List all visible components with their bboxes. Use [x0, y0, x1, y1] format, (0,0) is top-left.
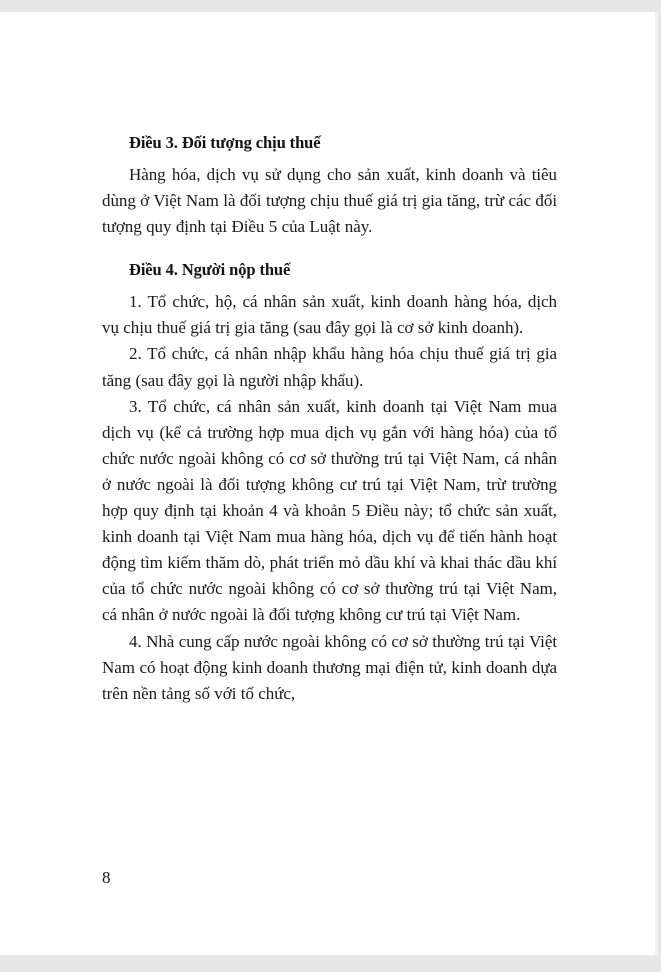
- article-3-heading: Điều 3. Đối tượng chịu thuế: [129, 133, 321, 152]
- text-column: [102, 130, 557, 707]
- article-4-clause-1: 1. Tổ chức, hộ, cá nhân sản xuất, kinh doanh hàng hóa, dịch vụ chịu thuế giá trị gia tăng (sau đây gọi là cơ sở kinh doanh).: [102, 292, 557, 338]
- article-4-heading: Điều 4. Người nộp thuế: [129, 260, 291, 280]
- top-margin-band: [0, 0, 661, 12]
- article-3-body: Hàng hóa, dịch vụ sử dụng cho sản xuất, kinh doanh và tiêu dùng ở Việt Nam là đối tượng chịu thuế giá trị gia tăng, trừ các đối tượng quy định tại Điều 5 của Luật này.: [102, 165, 557, 237]
- bottom-margin-band: [0, 955, 661, 972]
- page-number: 8: [102, 868, 111, 887]
- article-4-clause-4: 4. Nhà cung cấp nước ngoài không có cơ sở thường trú tại Việt Nam có hoạt động kinh doanh thương mại điện tử, kinh doanh dựa trên nền tảng số với tổ chức,: [102, 631, 557, 703]
- article-4-clause-2: 2. Tổ chức, cá nhân nhập khẩu hàng hóa chịu thuế giá trị gia tăng (sau đây gọi là người nhập khẩu).: [102, 344, 557, 390]
- article-4-clause-3: 3. Tổ chức, cá nhân sản xuất, kinh doanh tại Việt Nam mua dịch vụ (kể cả trường hợp mua dịch vụ gắn với hàng hóa) của tổ chức nước ngoài không có cơ sở thường trú tại Việt Nam, cá nhân ở nước ngoài là đối tượng không cư trú tại Việt Nam, trừ trường hợp quy định tại khoản 4 và khoản 5 Điều này; tổ chức sản xuất, kinh doanh tại Việt Nam mua hàng hóa, dịch vụ để tiến hành hoạt động tìm kiếm thăm dò, phát triển mỏ dầu khí và khai thác dầu khí của tổ chức nước ngoài không có cơ sở thường trú tại Việt Nam, cá nhân ở nước ngoài là đối tượng không cư trú tại Việt Nam.: [102, 396, 557, 625]
- page-sheet: [0, 12, 658, 955]
